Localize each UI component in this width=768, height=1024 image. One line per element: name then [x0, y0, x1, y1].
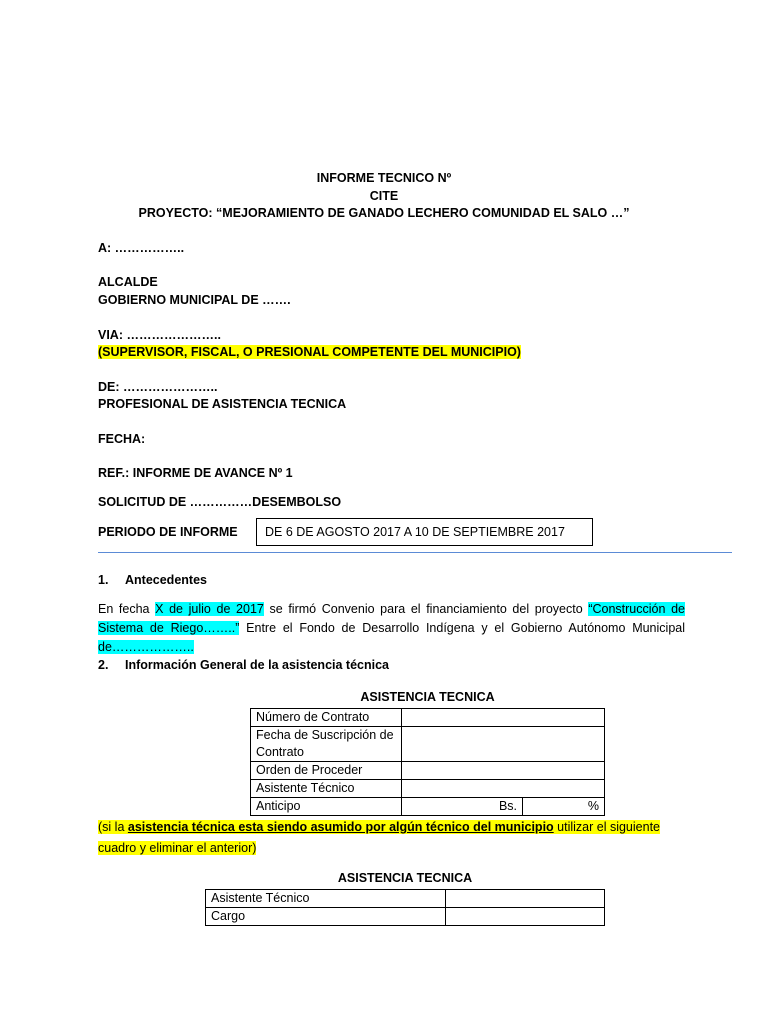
section2-number: 2. [98, 658, 109, 672]
table1-title: ASISTENCIA TECNICA [360, 690, 495, 704]
table-cell-value [446, 890, 605, 908]
table-cell-label: Asistente Técnico [206, 890, 446, 908]
de-role: PROFESIONAL DE ASISTENCIA TECNICA [98, 397, 347, 411]
table-row [251, 780, 605, 798]
section2-title: Información General de la asistencia técnica [125, 658, 389, 672]
periodo-value: DE 6 DE AGOSTO 2017 A 10 DE SEPTIEMBRE 2017 [265, 525, 565, 539]
section-divider [98, 552, 732, 553]
table-cell-label: Fecha de Suscripción de Contrato [251, 727, 402, 762]
de-line: DE: ………………….. [98, 380, 218, 394]
via-note: (SUPERVISOR, FISCAL, O PRESIONAL COMPETENTE DEL MUNICIPIO) [98, 345, 521, 359]
table-note [98, 817, 688, 859]
ref-line: REF.: INFORME DE AVANCE Nº 1 [98, 466, 293, 480]
assistance-table [250, 708, 605, 816]
addressee-a: A: …………….. [98, 241, 185, 255]
table-cell-label: Asistente Técnico [251, 780, 402, 798]
note-bold-text: asistencia técnica esta siendo asumido por algún técnico del municipio [127, 820, 554, 834]
note-text: utilizar el siguiente cuadro y eliminar el anterior) [98, 820, 660, 855]
table-cell-label: Anticipo [251, 798, 402, 816]
assistance-table-alt [205, 889, 605, 926]
periodo-label: PERIODO DE INFORME [98, 525, 238, 539]
table-cell-value [402, 780, 605, 798]
table2-title: ASISTENCIA TECNICA [337, 871, 473, 885]
report-title: INFORME TECNICO Nº [316, 171, 452, 185]
highlight-project: “Construcción de Sistema de Riego……..” [98, 602, 685, 635]
table-row [251, 762, 605, 780]
table-cell-label: Cargo [206, 908, 446, 926]
solicitud-line: SOLICITUD DE ……………DESEMBOLSO [98, 495, 342, 509]
table-cell-label: Número de Contrato [251, 709, 402, 727]
table-cell-value [402, 727, 605, 762]
table-cell-pct: % [523, 798, 605, 816]
paragraph-text: se firmó Convenio para el financiamiento del proyecto [263, 602, 589, 616]
table-cell-value [402, 709, 605, 727]
table-row [206, 890, 605, 908]
antecedentes-paragraph [98, 600, 685, 657]
via-line: VIA: ………………….. [98, 328, 221, 342]
cite-label: CITE [369, 189, 399, 203]
project-title: PROYECTO: “MEJORAMIENTO DE GANADO LECHERO COMUNIDAD EL SALO …” [138, 206, 630, 220]
section1-title: Antecedentes [125, 573, 207, 587]
table-cell-label: Orden de Proceder [251, 762, 402, 780]
table-row [251, 798, 605, 816]
table-row [251, 709, 605, 727]
highlight-date: X de julio de 2017 [155, 602, 264, 616]
addressee-role: ALCALDE [98, 275, 158, 289]
note-text: (si la [98, 820, 128, 834]
paragraph-text: En fecha [98, 602, 156, 616]
table-row [206, 908, 605, 926]
table-row [251, 727, 605, 762]
table-cell-value [446, 908, 605, 926]
highlight-municipality: de……………….. [98, 640, 194, 654]
table-cell-bs: Bs. [402, 798, 523, 816]
section1-number: 1. [98, 573, 109, 587]
fecha-label: FECHA: [98, 432, 146, 446]
addressee-org: GOBIERNO MUNICIPAL DE ……. [98, 293, 291, 307]
periodo-value-box [256, 518, 593, 546]
table-cell-value [402, 762, 605, 780]
paragraph-text: Entre el Fondo de Desarrollo Indígena y el Gobierno Autónomo Municipal [239, 621, 685, 635]
